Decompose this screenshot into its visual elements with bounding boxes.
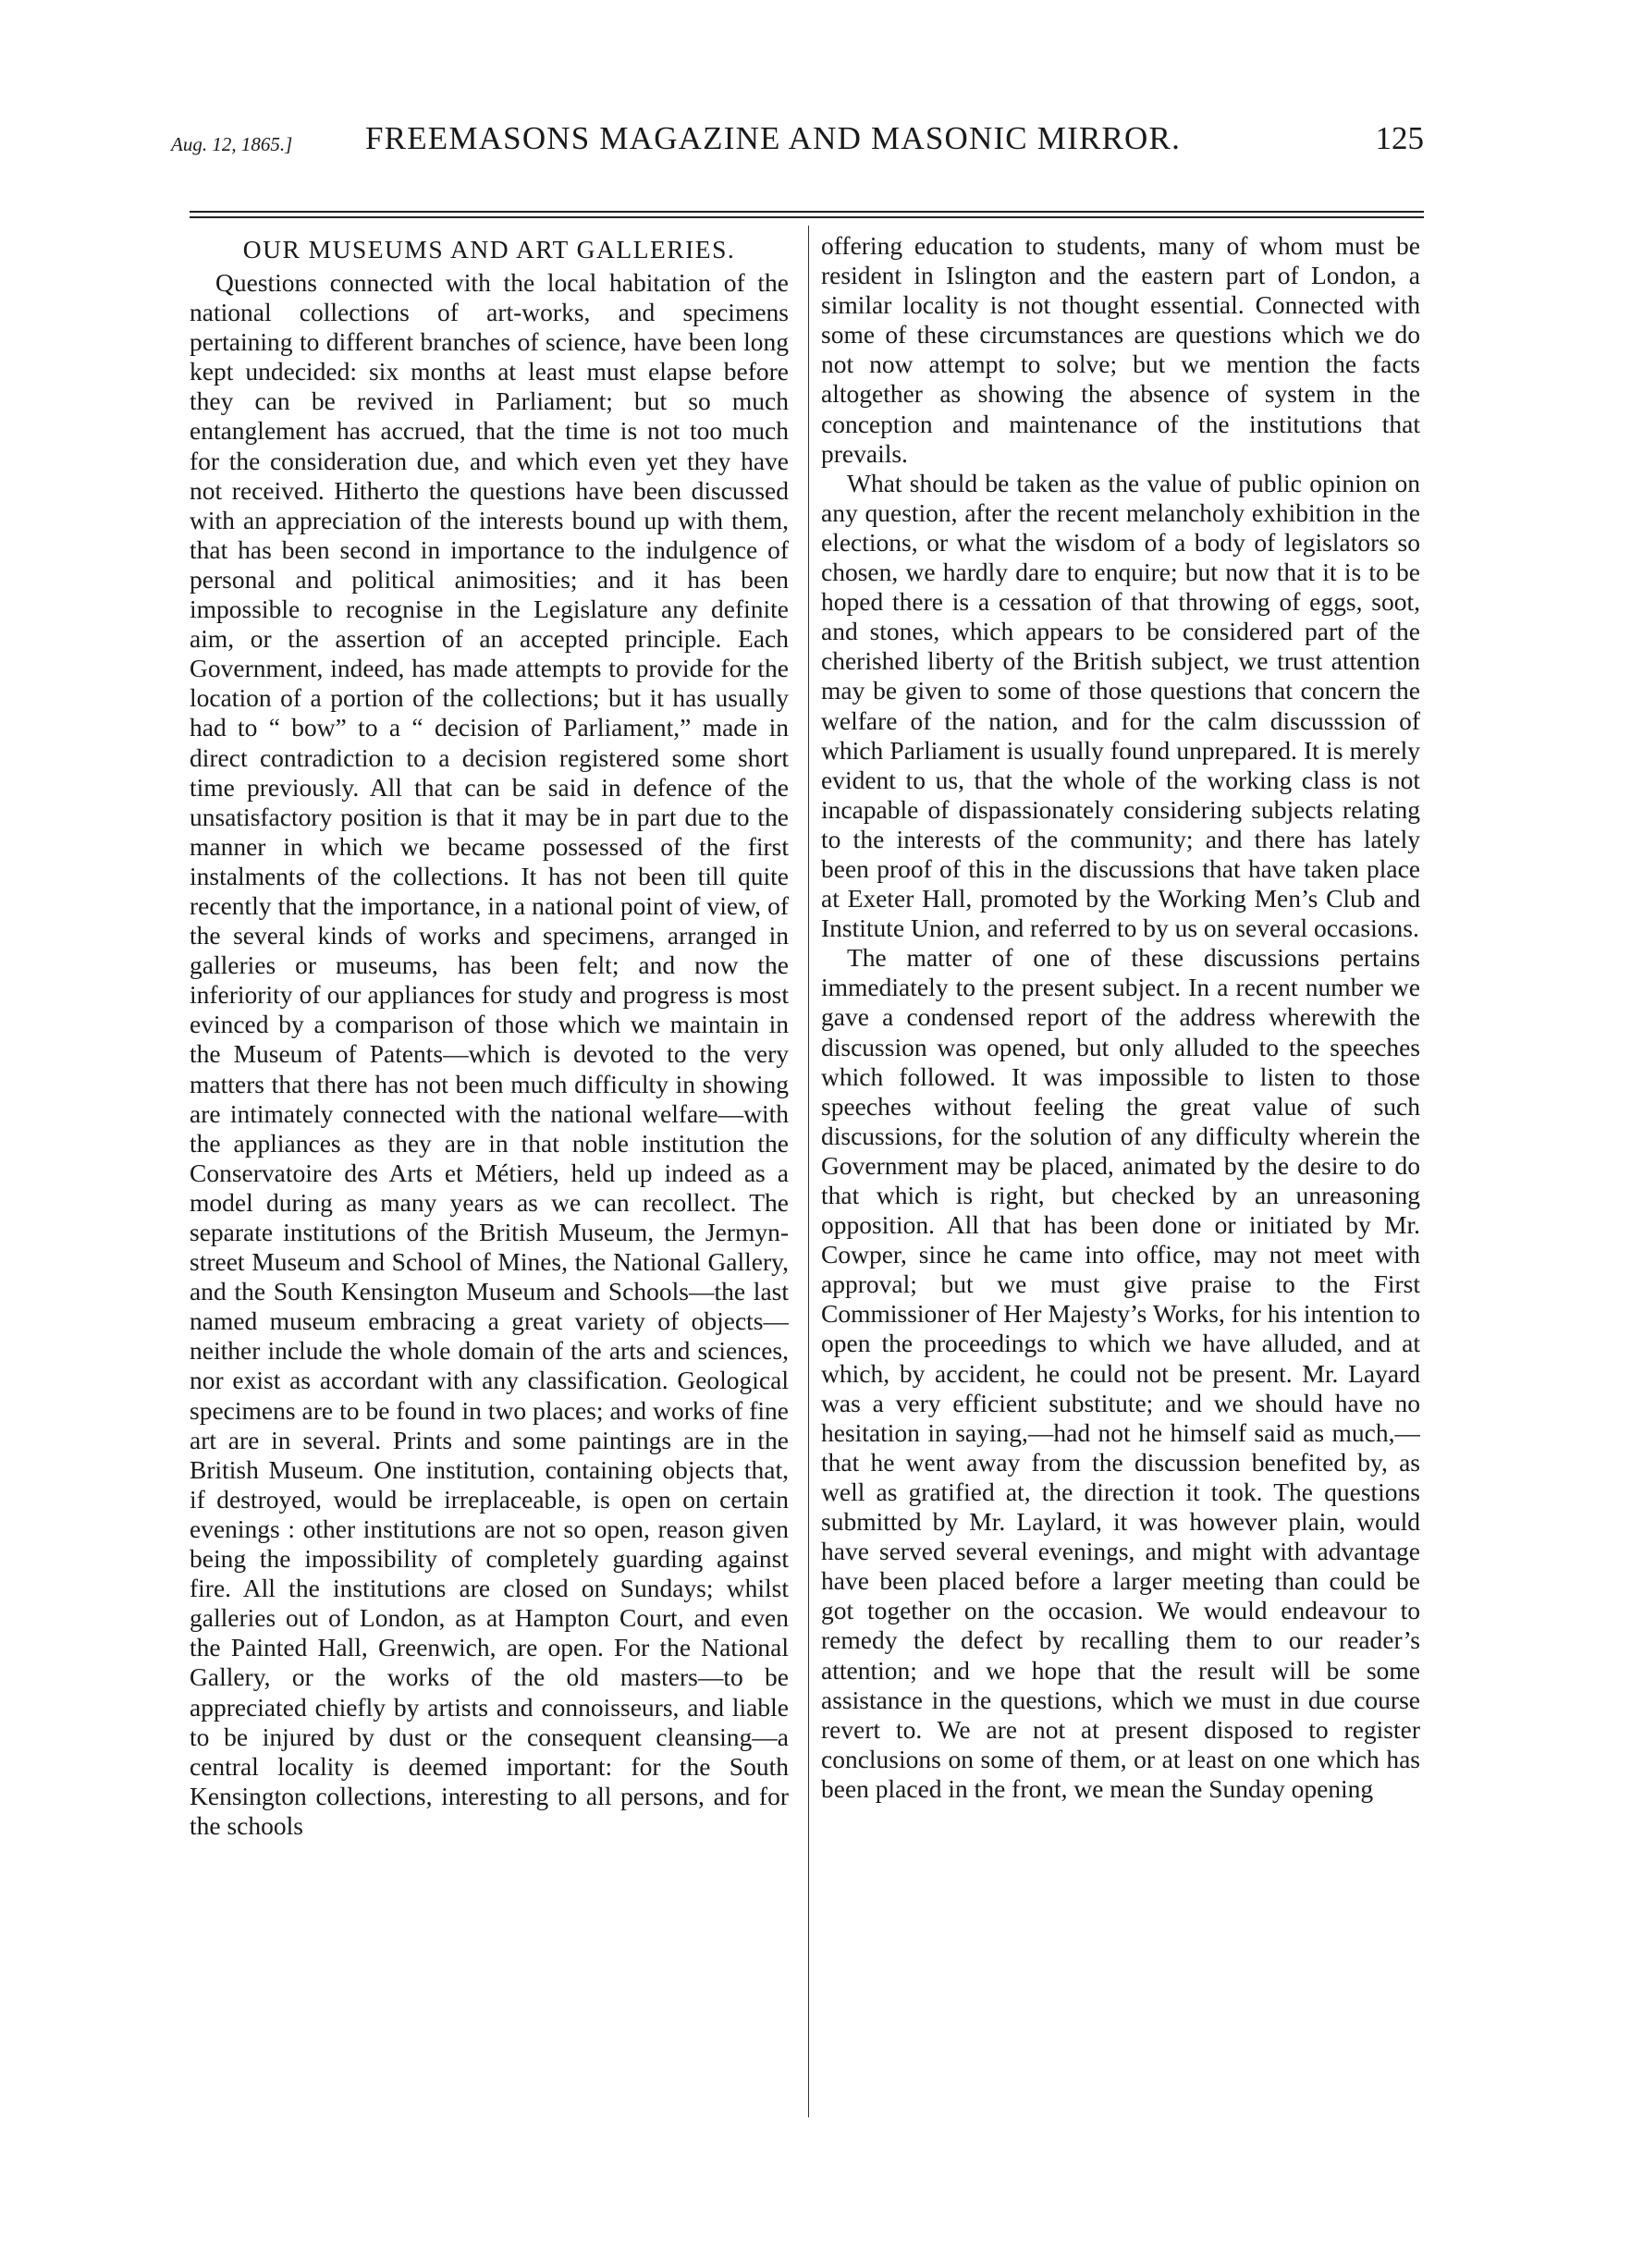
header-rule-bottom [190,216,1424,218]
article-title: OUR MUSEUMS AND ART GALLERIES. [242,235,736,264]
paragraph: Questions connected with the local habitation of the national collections of art-works, and specimens pertaining to different branches of science, have been long kept undecided: six months at least must elapse before they can be revived in Parliament; but so much entanglement has accrued, that the time is not too much for the consideration due, and which even yet they have not received. Hitherto the questions have been discussed with an appreciation of the interests bound up with them, that has been second in importance to the indulgence of personal and political animosities; and it has been impossible to recognise in the Legislature any definite aim, or the assertion of an accepted principle. Each Government, indeed, has made attempts to provide for the location of a portion of the collections; but it has usually had to “ bow” to a “ decision of Parliament,” made in direct contradiction to a decision registered some short time previously. All that can be said in defence of the unsatisfactory position is that it may be in part due to the manner in which we became possessed of the first instalments of the collections. It has not been till quite recently that the importance, in a national point of view, of the several kinds of works and specimens, arranged in galleries or museums, has been felt; and now the inferiority of our appliances for study and progress is most evinced by a comparison of those which we maintain in the Museum of Patents—which is devoted to the very matters that there has not been much difficulty in showing are intimately connected with the national welfare—with the appliances as they are in that noble institution the Conservatoire des Arts et Métiers, held up indeed as a model during as many years as we can recollect. The separate institutions of the British Museum, the Jermyn-street Museum and School of Mines, the National Gallery, and the South Kensington Museum and Schools—the last named museum embracing a great variety of objects—neither include the whole domain of the arts and sciences, nor exist as accordant with any classification. Geological specimens are to be found in two places; and works of fine art are in several. Prints and some paintings are in the British Museum. One institution, containing objects that, if destroyed, would be irreplaceable, is open on certain evenings : other institutions are not so open, reason given being the impossibility of completely guarding against fire. All the institutions are closed on Sundays; whilst galleries out of London, as at Hampton Court, and even the Painted Hall, Greenwich, are open. For the National Gallery, or the works of the old masters—to be appreciated chiefly by artists and connoisseurs, and liable to be injured by dust or the consequent cleansing—a central locality is deemed important: for the South Kensington collections, interesting to all persons, and for the schools [190,268,789,1840]
left-column [190,231,789,2108]
header-rule-top [190,211,1424,213]
right-column [821,231,1420,2108]
paragraph: What should be taken as the value of public opinion on any question, after the recent melancholy exhibition in the elections, or what the wisdom of a body of legislators so chosen, we hardly dare to enquire; but now that it is to be hoped there is a cessation of that throwing of eggs, soot, and stones, which appears to be considered part of the cherished liberty of the British subject, we trust attention may be given to some of those questions that concern the welfare of the nation, and for the calm discusssion of which Parliament is usually found unprepared. It is merely evident to us, that the whole of the working class is not incapable of dispassionately considering subjects relating to the interests of the community; and there has lately been proof of this in the discussions that have taken place at Exeter Hall, promoted by the Working Men’s Club and Institute Union, and referred to by us on several occasions. [821,468,1420,943]
page-number: 125 [1375,120,1424,156]
issue-date: Aug. 12, 1865.] [171,133,293,155]
paragraph: The matter of one of these discussions pertains immediately to the present subject. In a recent number we gave a condensed report of the address wherewith the discussion was opened, but only alluded to the speeches which followed. It was impossible to listen to those speeches without feeling the great value of such discussions, for the solution of any difficulty wherein the Government may be placed, animated by the desire to do that which is right, but checked by an unreasoning opposition. All that has been done or initiated by Mr. Cowper, since he came into office, may not meet with approval; but we must give praise to the First Commissioner of Her Majesty’s Works, for his intention to open the proceedings to which we have alluded, and at which, by accident, he could not be present. Mr. Layard was a very efficient substitute; and we should have no hesitation in saying,—had not he himself said as much,—that he went away from the discussion benefited by, as well as gratified at, the direction it took. The questions submitted by Mr. Laylard, it was however plain, would have served several evenings, and might with advantage have been placed before a larger meeting than could be got together on the occasion. We would endeavour to remedy the defect by recalling them to our reader’s attention; and we hope that the result will be some assistance in the questions, which we must in due course revert to. We are not at present disposed to register conclusions on some of them, or at least on one which has been placed in the front, we mean the Sunday opening [821,943,1420,1803]
running-header [171,120,1424,165]
publication-title: FREEMASONS MAGAZINE AND MASONIC MIRROR. [365,120,1182,156]
column-divider [808,226,809,2117]
paragraph-continued: offering education to students, many of whom must be resident in Islington and the eastern part of London, a similar locality is not thought essential. Connected with some of these circumstances are questions which we do not now attempt to solve; but we mention the facts altogether as showing the absence of system in the conception and maintenance of the institutions that prevails. [821,231,1420,468]
